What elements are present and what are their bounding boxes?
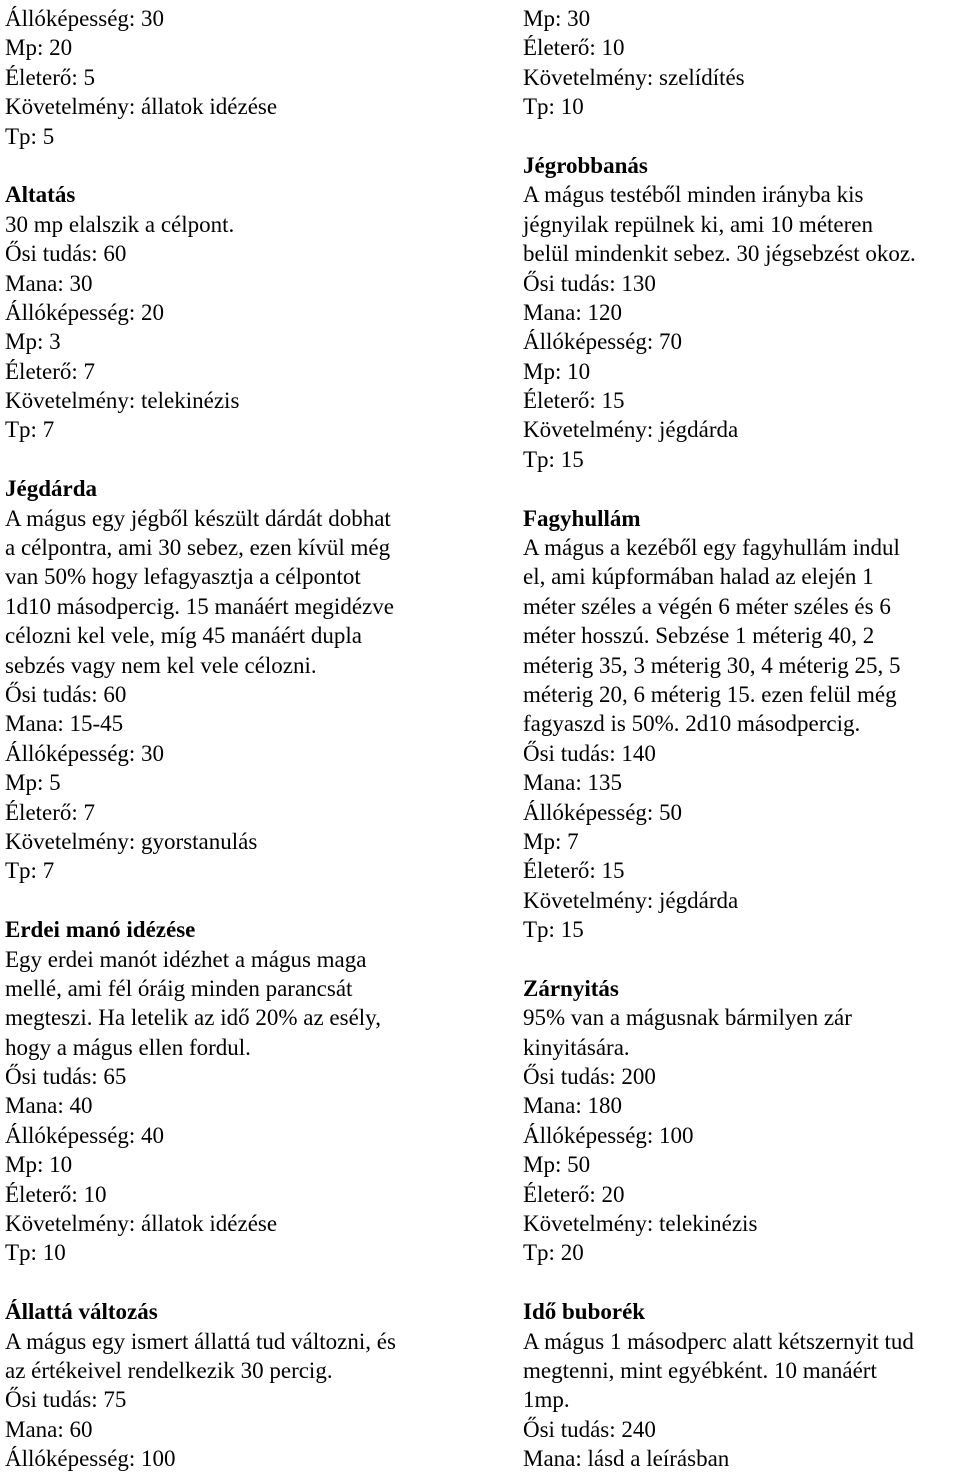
spell-title: Zárnyitás — [523, 975, 619, 1001]
text-line: Mana: 135 — [523, 770, 623, 796]
right-column — [523, 4, 960, 1474]
spacer — [523, 474, 960, 503]
text-line: Követelmény: telekinézis — [523, 1211, 758, 1237]
spell-title: Idő buborék — [523, 1299, 646, 1325]
text-line: hogy a mágus ellen fordul. — [5, 1034, 251, 1060]
text-line: Életerő: 7 — [5, 358, 96, 384]
text-line: Állóképesség: 70 — [523, 329, 683, 355]
text-line: Követelmény: jégdárda — [523, 417, 739, 443]
spell-title: Altatás — [5, 182, 76, 208]
text-line: Tp: 7 — [5, 858, 55, 884]
text-line: A mágus egy jégből készült dárdát dobhat — [5, 505, 391, 531]
text-line: Életerő: 15 — [523, 388, 625, 414]
text-line: Ősi tudás: 75 — [5, 1387, 127, 1413]
text-line: Mana: 30 — [5, 270, 93, 296]
text-line: Életerő: 10 — [523, 35, 625, 61]
text-line: Állóképesség: 30 — [5, 6, 165, 31]
text-line: Életerő: 5 — [5, 64, 96, 90]
text-line: A mágus a kezéből egy fagyhullám indul — [523, 535, 900, 561]
spacer — [5, 886, 475, 915]
text-line: Mana: 15-45 — [5, 711, 124, 737]
text-line: Ősi tudás: 200 — [523, 1064, 656, 1090]
text-line: el, ami kúpformában halad az elején 1 — [523, 564, 874, 590]
text-line: Követelmény: állatok idézése — [5, 94, 278, 120]
text-line: Mp: 30 — [523, 6, 591, 31]
text-line: Ősi tudás: 65 — [5, 1064, 127, 1090]
text-line: Tp: 20 — [523, 1240, 584, 1266]
spacer — [523, 122, 960, 151]
text-line: Követelmény: telekinézis — [5, 388, 240, 414]
text-line: jégnyilak repülnek ki, ami 10 méteren — [523, 211, 873, 237]
text-line: a célpontra, ami 30 sebez, ezen kívül még — [5, 535, 391, 561]
text-line: Életerő: 15 — [523, 858, 625, 884]
text-line: belül mindenkit sebez. 30 jégsebzést okoz. — [523, 241, 916, 267]
text-line: A mágus testéből minden irányba kis — [523, 182, 864, 208]
text-line: célozni kel vele, míg 45 manáért dupla — [5, 623, 363, 649]
text-line: Mp: 10 — [523, 358, 591, 384]
spacer — [523, 1268, 960, 1297]
text-line: Ősi tudás: 240 — [523, 1416, 656, 1442]
text-line: Állóképesség: 100 — [5, 1446, 176, 1472]
text-line: Mana: lásd a leírásban — [523, 1446, 730, 1472]
spell-title: Erdei manó idézése — [5, 917, 196, 943]
text-line: Állóképesség: 20 — [5, 299, 165, 325]
text-line: Mana: 180 — [523, 1093, 623, 1119]
text-line: kinyitására. — [523, 1034, 630, 1060]
text-line: Állóképesség: 30 — [5, 740, 165, 766]
text-line: Mana: 120 — [523, 299, 623, 325]
text-line: Mp: 50 — [523, 1152, 591, 1178]
text-line: Állóképesség: 50 — [523, 799, 683, 825]
text-line: Ősi tudás: 130 — [523, 270, 656, 296]
text-line: Követelmény: gyorstanulás — [5, 828, 258, 854]
text-line: fagyaszd is 50%. 2d10 másodpercig. — [523, 711, 861, 737]
text-line: Állóképesség: 40 — [5, 1122, 165, 1148]
text-line: sebzés vagy nem kel vele célozni. — [5, 652, 317, 678]
text-line: méterig 20, 6 méterig 15. ezen felül még — [523, 681, 897, 707]
spell-title: Jégrobbanás — [523, 152, 648, 178]
spacer — [523, 945, 960, 974]
text-line: Tp: 5 — [5, 123, 55, 149]
text-line: Életerő: 10 — [5, 1181, 107, 1207]
text-line: 1d10 másodpercig. 15 manáért megidézve — [5, 593, 394, 619]
text-line: Ősi tudás: 60 — [5, 241, 127, 267]
text-line: Állóképesség: 100 — [523, 1122, 694, 1148]
text-line: Tp: 15 — [523, 446, 584, 472]
text-line: Ősi tudás: 140 — [523, 740, 656, 766]
text-line: Tp: 10 — [523, 94, 584, 120]
text-line: méterig 35, 3 méterig 30, 4 méterig 25, 5 — [523, 652, 901, 678]
text-line: Mana: 40 — [5, 1093, 93, 1119]
text-line: Életerő: 20 — [523, 1181, 625, 1207]
text-line: Tp: 15 — [523, 917, 584, 943]
spell-title: Állattá változás — [5, 1299, 158, 1325]
text-line: van 50% hogy lefagyasztja a célpontot — [5, 564, 361, 590]
text-line: méter hosszú. Sebzése 1 méterig 40, 2 — [523, 623, 875, 649]
text-line: Követelmény: jégdárda — [523, 887, 739, 913]
text-line: megtenni, mint egyébként. 10 manáért — [523, 1357, 877, 1383]
spacer — [5, 1268, 475, 1297]
text-line: A mágus 1 másodperc alatt kétszernyit tud — [523, 1328, 914, 1354]
spell-title: Jégdárda — [5, 476, 97, 502]
text-line: Tp: 10 — [5, 1240, 66, 1266]
text-line: Ősi tudás: 60 — [5, 681, 127, 707]
text-line: Mana: 60 — [5, 1416, 93, 1442]
spacer — [5, 445, 475, 474]
text-line: Követelmény: szelídítés — [523, 64, 745, 90]
left-column — [5, 4, 475, 1474]
text-line: Tp: 7 — [5, 417, 55, 443]
text-line: 95% van a mágusnak bármilyen zár — [523, 1005, 852, 1031]
text-line: Követelmény: állatok idézése — [5, 1211, 278, 1237]
spell-title: Fagyhullám — [523, 505, 641, 531]
spacer — [5, 151, 475, 180]
text-line: Mp: 20 — [5, 35, 73, 61]
text-line: megteszi. Ha letelik az idő 20% az esély, — [5, 1005, 381, 1031]
text-line: A mágus egy ismert állattá tud változni, és — [5, 1328, 396, 1354]
text-line: Mp: 10 — [5, 1152, 73, 1178]
text-line: Mp: 3 — [5, 329, 61, 355]
text-line: Mp: 7 — [523, 828, 579, 854]
text-line: 1mp. — [523, 1387, 570, 1413]
text-line: 30 mp elalszik a célpont. — [5, 211, 235, 237]
text-line: méter széles a végén 6 méter széles és 6 — [523, 593, 891, 619]
text-line: mellé, ami fél óráig minden parancsát — [5, 975, 353, 1001]
text-line: Egy erdei manót idézhet a mágus maga — [5, 946, 367, 972]
text-line: Életerő: 7 — [5, 799, 96, 825]
text-line: Mp: 5 — [5, 770, 61, 796]
text-line: az értékeivel rendelkezik 30 percig. — [5, 1357, 333, 1383]
